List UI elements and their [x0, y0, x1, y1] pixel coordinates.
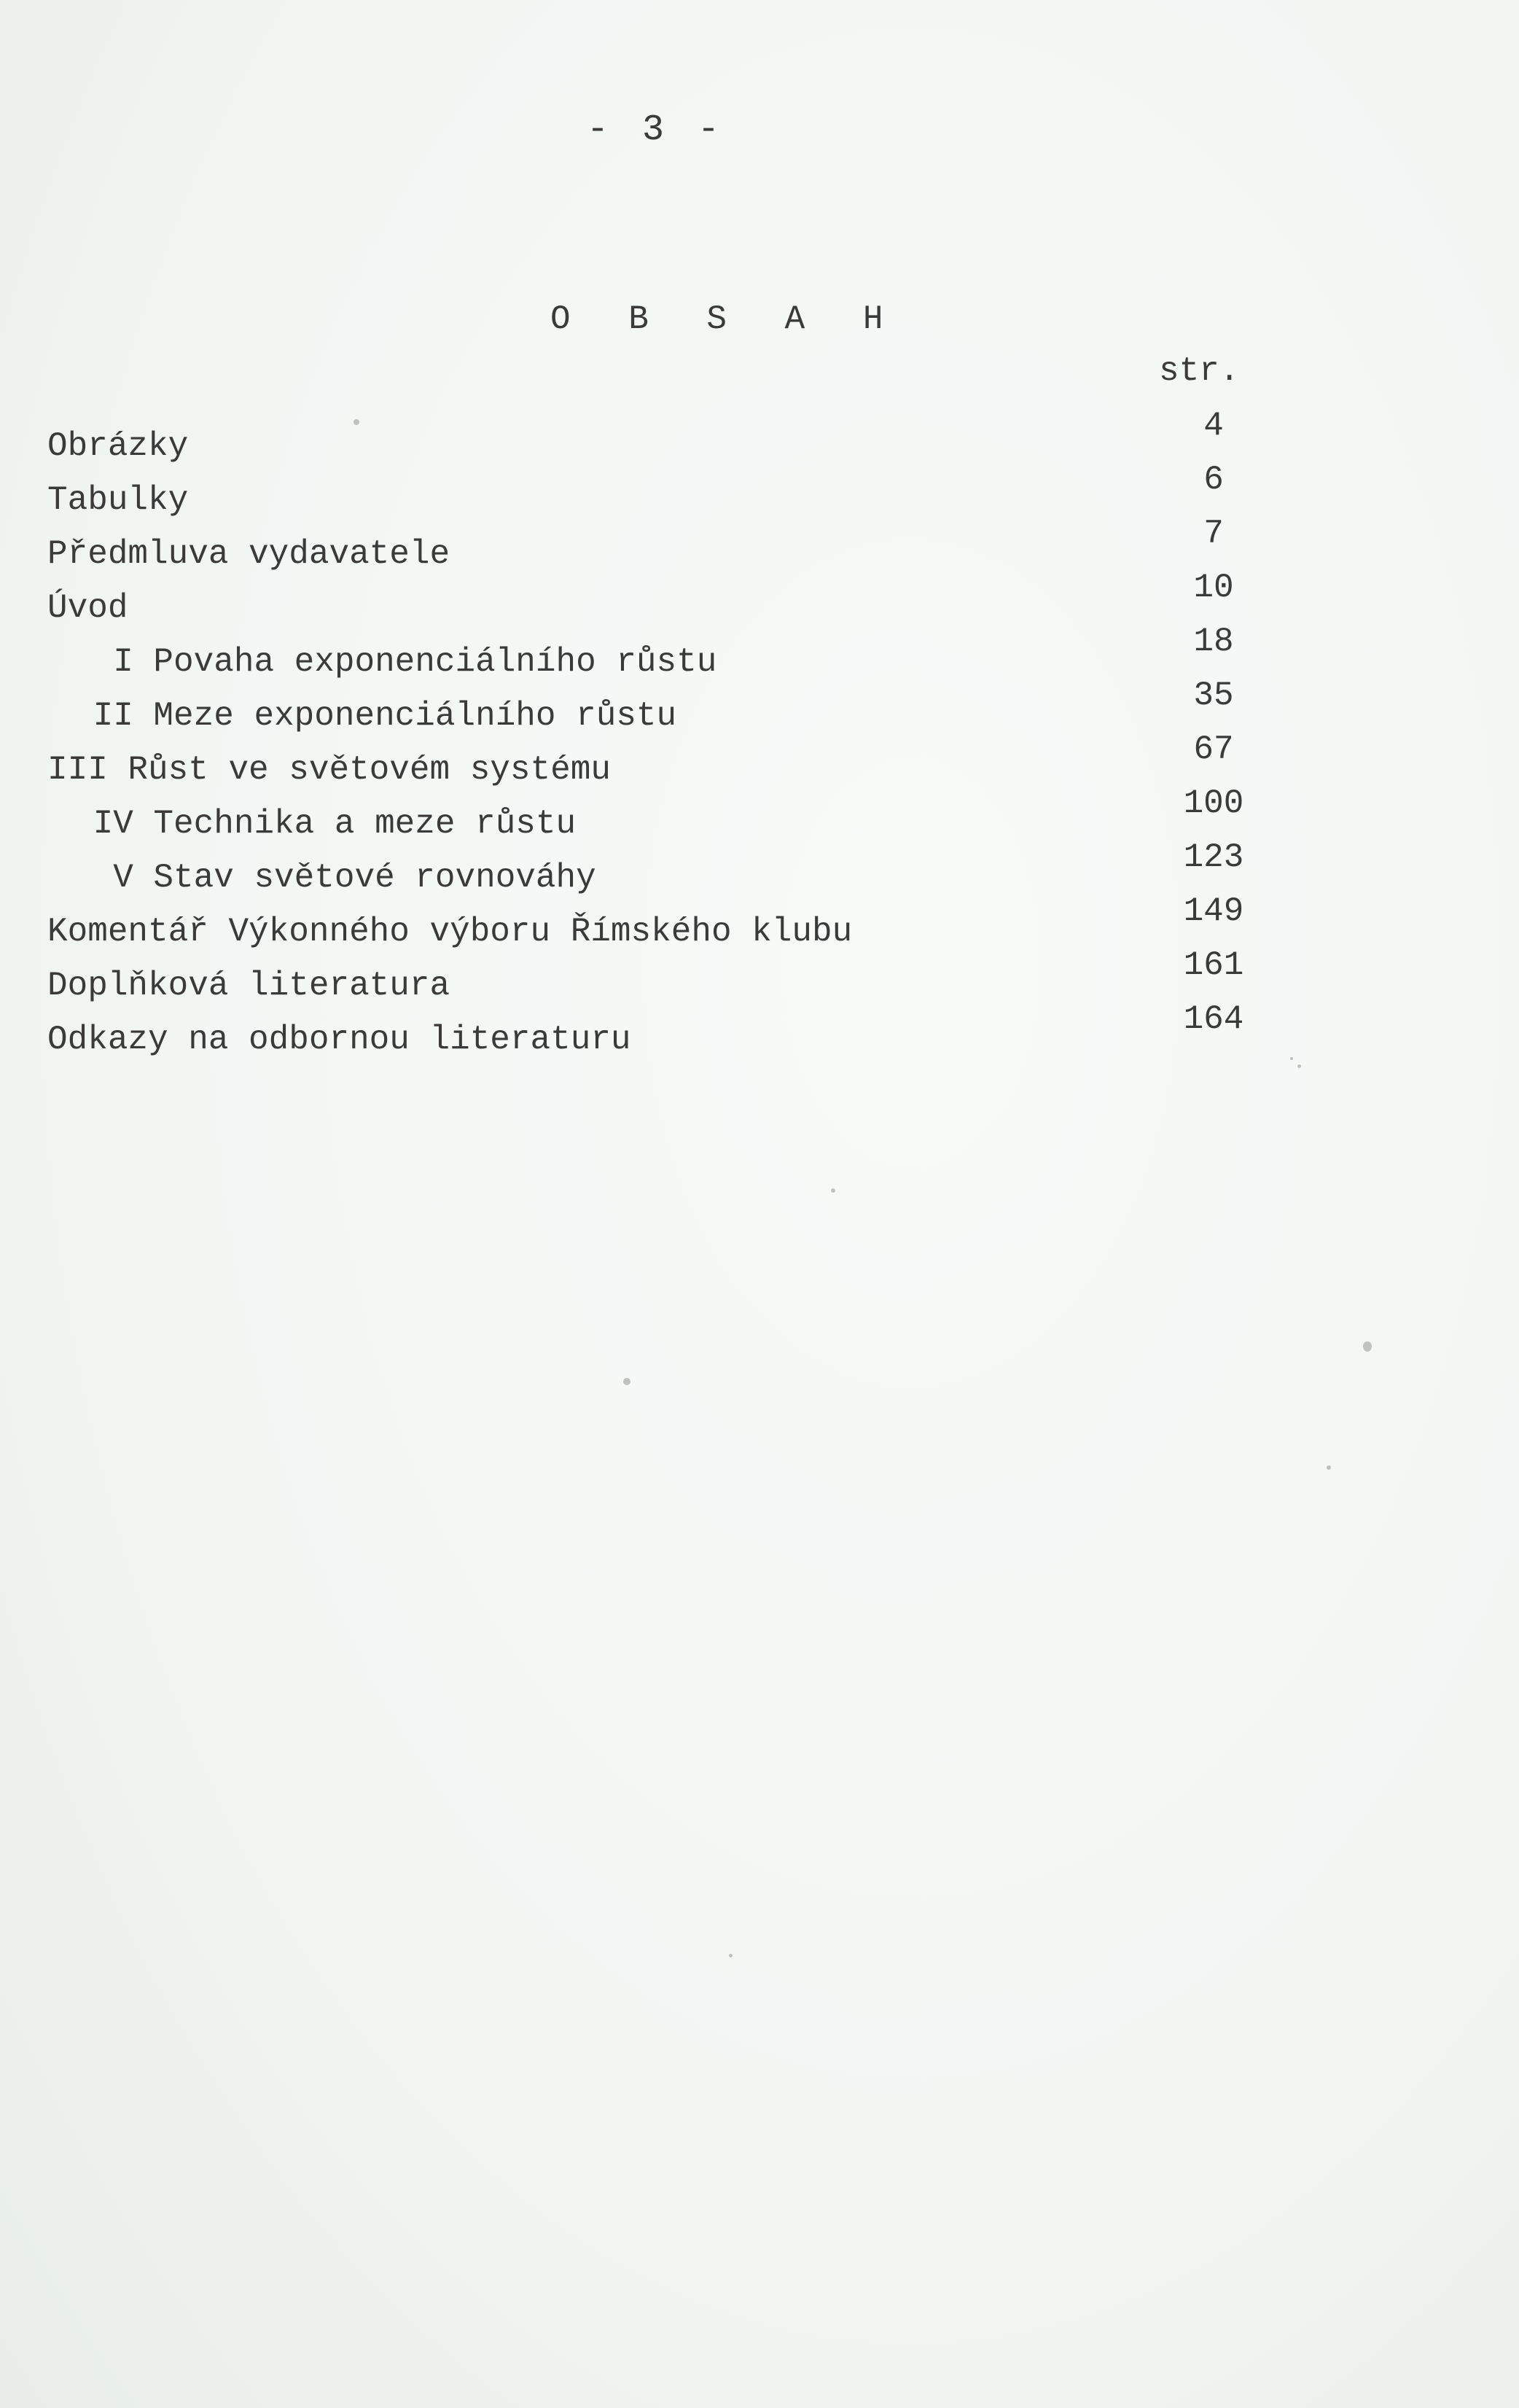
- toc-row: [47, 623, 1243, 689]
- page-column-header: str.: [1159, 352, 1240, 390]
- toc-entry-label: III Růst ve světovém systému: [47, 751, 611, 789]
- toc-row: [47, 784, 1244, 851]
- paper-speck: [623, 1378, 630, 1385]
- paper-speck: [354, 419, 359, 425]
- toc-entry-label: Doplňková literatura: [47, 967, 450, 1005]
- toc-entry-label: Odkazy na odbornou literaturu: [47, 1021, 631, 1059]
- toc-entry-page: 7: [1203, 515, 1224, 553]
- toc-row: [47, 515, 1243, 581]
- paper-speck: [729, 1954, 733, 1957]
- toc-entry-page: 4: [1203, 407, 1224, 445]
- paper-speck: [1363, 1341, 1372, 1352]
- paper-speck: [1297, 1064, 1301, 1068]
- toc-entry-page: 10: [1193, 569, 1234, 607]
- toc-row: [47, 1000, 1244, 1067]
- page-number: - 3 -: [586, 109, 726, 151]
- toc-row: [47, 569, 1243, 635]
- table-of-contents: [47, 407, 1244, 1067]
- page-title: O B S A H: [550, 300, 902, 338]
- toc-entry-label: II Meze exponenciálního růstu: [73, 697, 677, 735]
- toc-entry-page: 123: [1183, 838, 1244, 876]
- toc-entry-label: Tabulky: [47, 481, 189, 519]
- toc-row: [47, 677, 1243, 743]
- toc-entry-label: IV Technika a meze růstu: [73, 805, 577, 843]
- toc-row: [47, 730, 1243, 797]
- toc-entry-page: 6: [1203, 461, 1224, 499]
- toc-entry-label: Obrázky: [47, 427, 189, 465]
- paper-speck: [1327, 1465, 1331, 1470]
- toc-entry-page: 35: [1193, 677, 1234, 714]
- toc-entry-label: V Stav světové rovnováhy: [73, 859, 596, 897]
- toc-row: [47, 407, 1243, 473]
- toc-entry-label: Předmluva vydavatele: [47, 535, 450, 573]
- toc-row: [47, 838, 1244, 905]
- toc-entry-page: 18: [1193, 623, 1234, 661]
- toc-entry-page: 149: [1183, 892, 1244, 930]
- toc-entry-page: 100: [1183, 784, 1244, 822]
- toc-row: [47, 461, 1243, 527]
- toc-entry-page: 161: [1183, 946, 1244, 984]
- toc-entry-page: 67: [1193, 730, 1234, 768]
- paper-speck: [831, 1188, 835, 1193]
- toc-entry-page: 164: [1183, 1000, 1244, 1038]
- toc-row: [47, 946, 1244, 1013]
- paper-speck: [1290, 1057, 1293, 1060]
- toc-row: [47, 892, 1244, 959]
- toc-entry-label: I Povaha exponenciálního růstu: [73, 643, 717, 681]
- toc-entry-label: Komentář Výkonného výboru Římského klubu: [47, 913, 853, 951]
- toc-entry-label: Úvod: [47, 589, 128, 627]
